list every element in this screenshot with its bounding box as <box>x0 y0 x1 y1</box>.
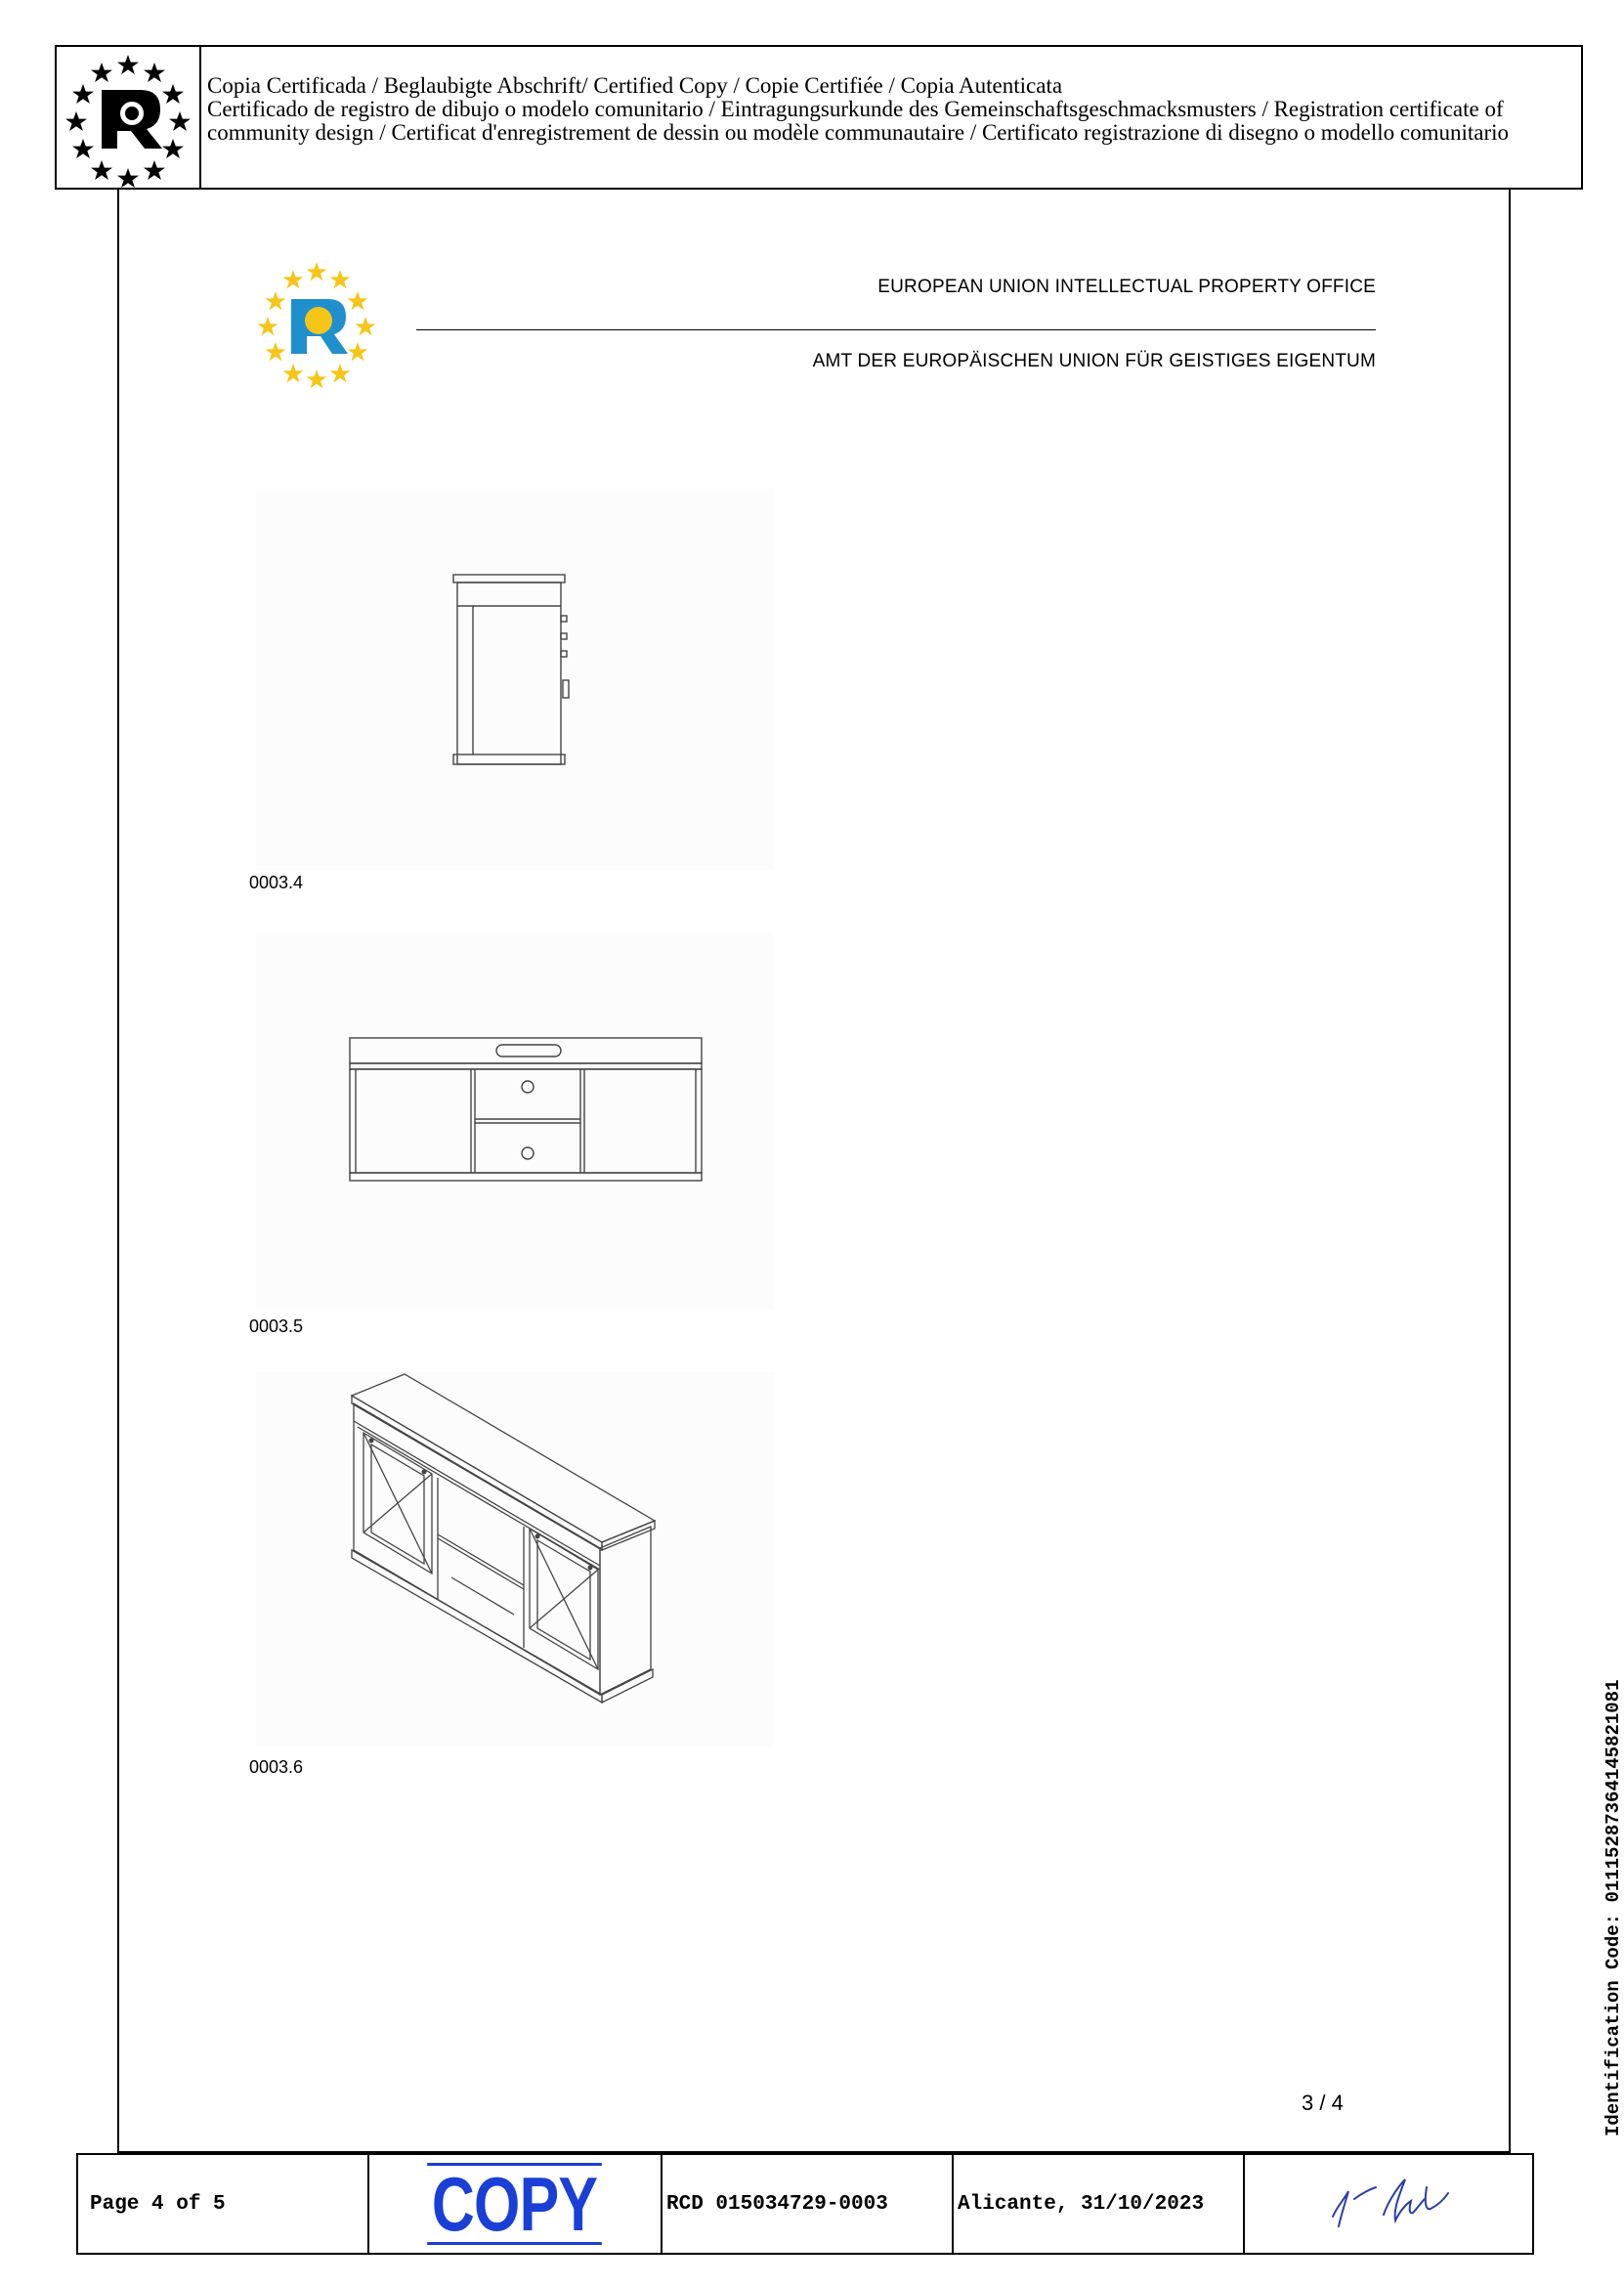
header-divider <box>416 329 1376 330</box>
footer-page-indicator: Page 4 of 5 <box>90 2192 226 2216</box>
design-view-back <box>256 932 774 1315</box>
footer-stamp-cell <box>369 2155 662 2253</box>
footer-signature-cell <box>1245 2155 1532 2253</box>
view-label-0003-5: 0003.5 <box>249 1316 304 1336</box>
euipo-logo-icon <box>250 260 383 398</box>
footer-place-date-cell <box>954 2155 1245 2253</box>
certified-copy-text <box>201 47 1581 188</box>
office-name-german: AMT DER EUROPÄISCHEN UNION FÜR GEISTIGES EIGENTUM <box>812 351 1376 371</box>
registration-certificate-title: Certificado de registro de dibujo o modelo comunitario / Eintragungsurkunde des Gemeinschaftsgeschmacksmusters / Registration certificate of community design / Certificat d'enregistrement de dessin ou modèle communautaire / Certificato registrazione di disegno o modello comunitario <box>207 97 1510 145</box>
footer-table <box>76 2153 1534 2255</box>
footer-rcd-cell <box>662 2155 954 2253</box>
page-number: 3 / 4 <box>1302 2091 1344 2115</box>
certified-copy-title: Copia Certificada / Beglaubigte Abschrift/ Certified Copy / Copie Certifiée / Copia Autenticata <box>207 73 1063 98</box>
footer-page-cell <box>78 2155 369 2253</box>
identification-code: Identification Code: 01115287364145821081 <box>1603 1679 1624 2136</box>
office-name-english: EUROPEAN UNION INTELLECTUAL PROPERTY OFFICE <box>877 277 1376 297</box>
certified-copy-header <box>55 45 1583 190</box>
place-and-date: Alicante, 31/10/2023 <box>958 2192 1205 2216</box>
view-label-0003-6: 0003.6 <box>249 1757 304 1777</box>
rcd-number: RCD 015034729-0003 <box>666 2192 888 2216</box>
eu-registration-seal-icon <box>57 47 201 188</box>
copy-stamp: COPY <box>428 2163 603 2245</box>
signature-icon <box>1315 2170 1462 2238</box>
view-label-0003-4: 0003.4 <box>249 873 304 892</box>
design-view-side <box>256 489 774 875</box>
design-view-perspective <box>256 1372 774 1752</box>
